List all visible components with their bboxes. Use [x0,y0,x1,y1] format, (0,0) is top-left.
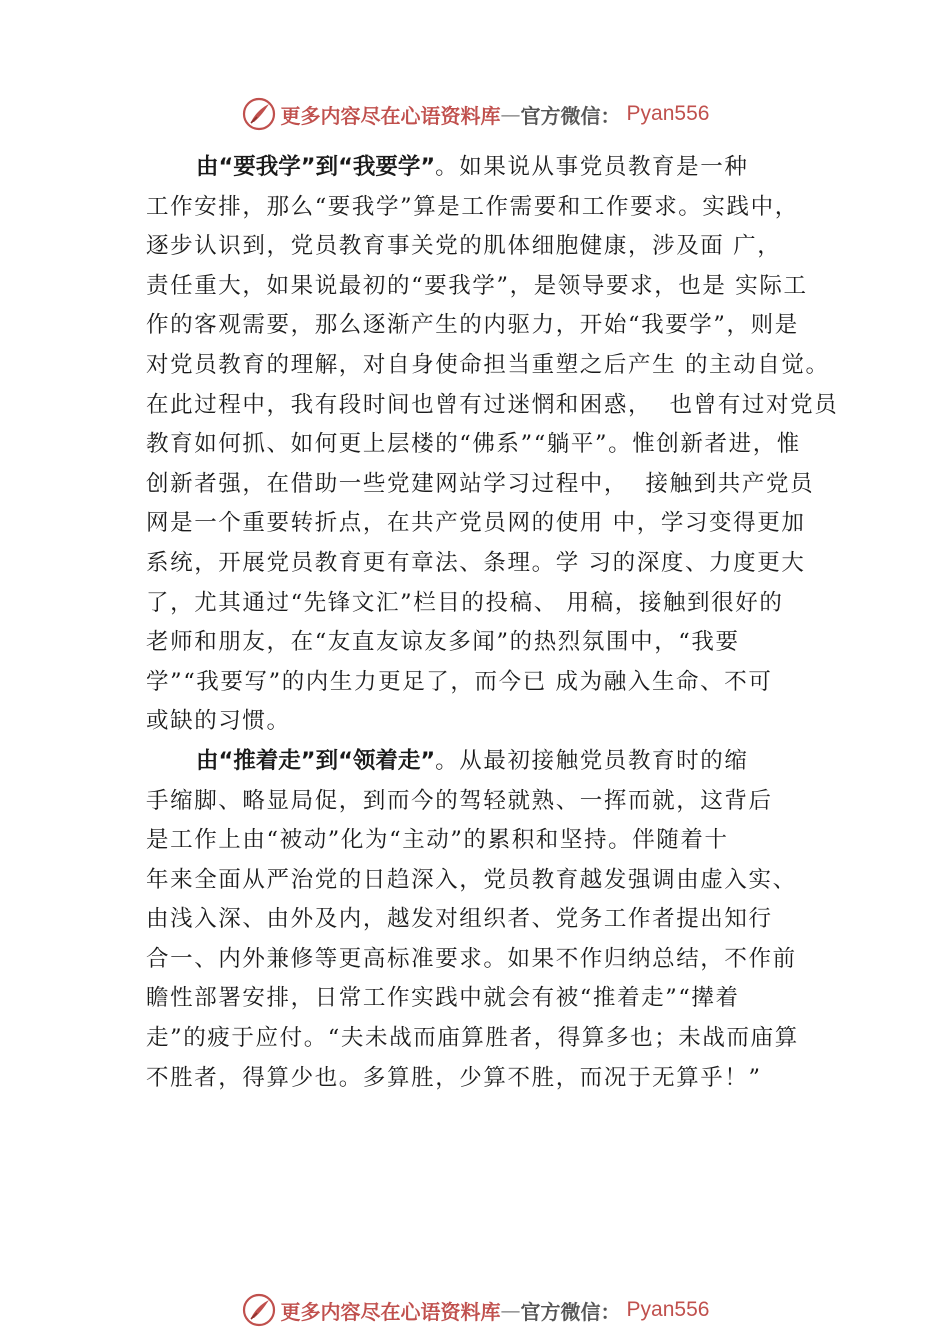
banner-wechat-id: Pyan556 [626,1298,710,1321]
paragraph-2-line-1 [146,742,846,782]
banner-dash: — [500,1298,521,1322]
paragraph-2-line: 手缩脚、略显局促，到而今的驾轻就熟、一挥而就，这背后 [146,787,773,814]
paragraph-1-line: 了，尤其通过“先锋文汇”栏目的投稿、 用稿，接触到很好的 [146,589,784,616]
paragraph-1-text: 。如果说从事党员教育是一种 [435,154,749,180]
quill-logo-icon [241,1292,277,1328]
footer-banner [0,1290,950,1330]
paragraph-2-heading: 由“推着走”到“领着走” [196,747,436,774]
paragraph-1-line: 作的客观需要，那么逐渐产生的内驱力，开始“我要学”，则是 [146,312,799,339]
paragraph-2-text: 。从最初接触党员教育时的缩 [435,747,749,774]
paragraph-2-line: 走”的疲于应付。“夫未战而庙算胜者，得算多也；未战而庙算 [146,1025,799,1052]
quill-logo-icon [241,96,277,132]
paragraph-2-line: 年来全面从严治党的日趋深入，党员教育越发强调由虚入实、 [146,866,797,893]
banner-wechat-label: 官方微信： [520,103,621,128]
paragraph-2-line: 瞻性部署安排，日常工作实践中就会有被“推着走”“撵着 [146,985,740,1012]
paragraph-1-line: 或缺的习惯。 [146,708,291,735]
paragraph-1-heading: 由“要我学”到“我要学” [196,154,436,180]
paragraph-2-line: 不胜者，得算少也。多算胜，少算不胜，而况于无算乎！” [146,1064,762,1091]
paragraph-2-line: 是工作上由“被动”化为“主动”的累积和坚持。伴随着十 [146,827,729,854]
banner-library-name: 更多内容尽在心语资料库 [280,103,501,128]
banner-library-name: 更多内容尽在心语资料库 [280,1299,501,1324]
paragraph-1-line: 教育如何抓、如何更上层楼的“佛系”“躺平”。惟创新者进，惟 [146,431,801,458]
paragraph-1-line: 系统，开展党员教育更有章法、条理。学 习的深度、力度更大 [146,549,806,576]
paragraph-1-line: 学”“我要写”的内生力更足了，而今已 成为融入生命、不可 [146,668,773,695]
paragraph-1-line: 对党员教育的理解，对自身使命担当重塑之后产生 的主动自觉。 [146,351,830,378]
paragraph-1-line: 工作安排，那么“要我学”算是工作需要和工作要求。实践中， [146,193,799,220]
banner-wechat-label: 官方微信： [520,1299,621,1324]
banner-wechat-id: Pyan556 [626,102,710,125]
document-body [146,148,846,1098]
paragraph-1-line-1 [146,148,846,188]
paragraph-1-line: 在此过程中，我有段时间也曾有过迷惘和困惑， 也曾有过对党员 [146,391,839,418]
banner-dash: — [500,102,521,126]
paragraph-1-line: 网是一个重要转折点，在共产党员网的使用 中，学习变得更加 [146,510,806,537]
paragraph-1-line: 责任重大，如果说最初的“要我学”，是领导要求，也是 实际工 [146,272,808,299]
paragraph-1-line: 逐步认识到，党员教育事关党的肌体细胞健康，涉及面 广， [146,233,782,260]
paragraph-2-line: 合一、内外兼修等更高标准要求。如果不作归纳总结，不作前 [146,945,797,972]
header-banner [0,94,950,134]
paragraph-1-line: 老师和朋友，在“友直友谅友多闻”的热烈氛围中，“我要 [146,629,740,656]
paragraph-2-line: 由浅入深、由外及内，越发对组织者、党务工作者提出知行 [146,906,773,933]
paragraph-1-line: 创新者强，在借助一些党建网站学习过程中， 接触到共产党员 [146,470,815,497]
